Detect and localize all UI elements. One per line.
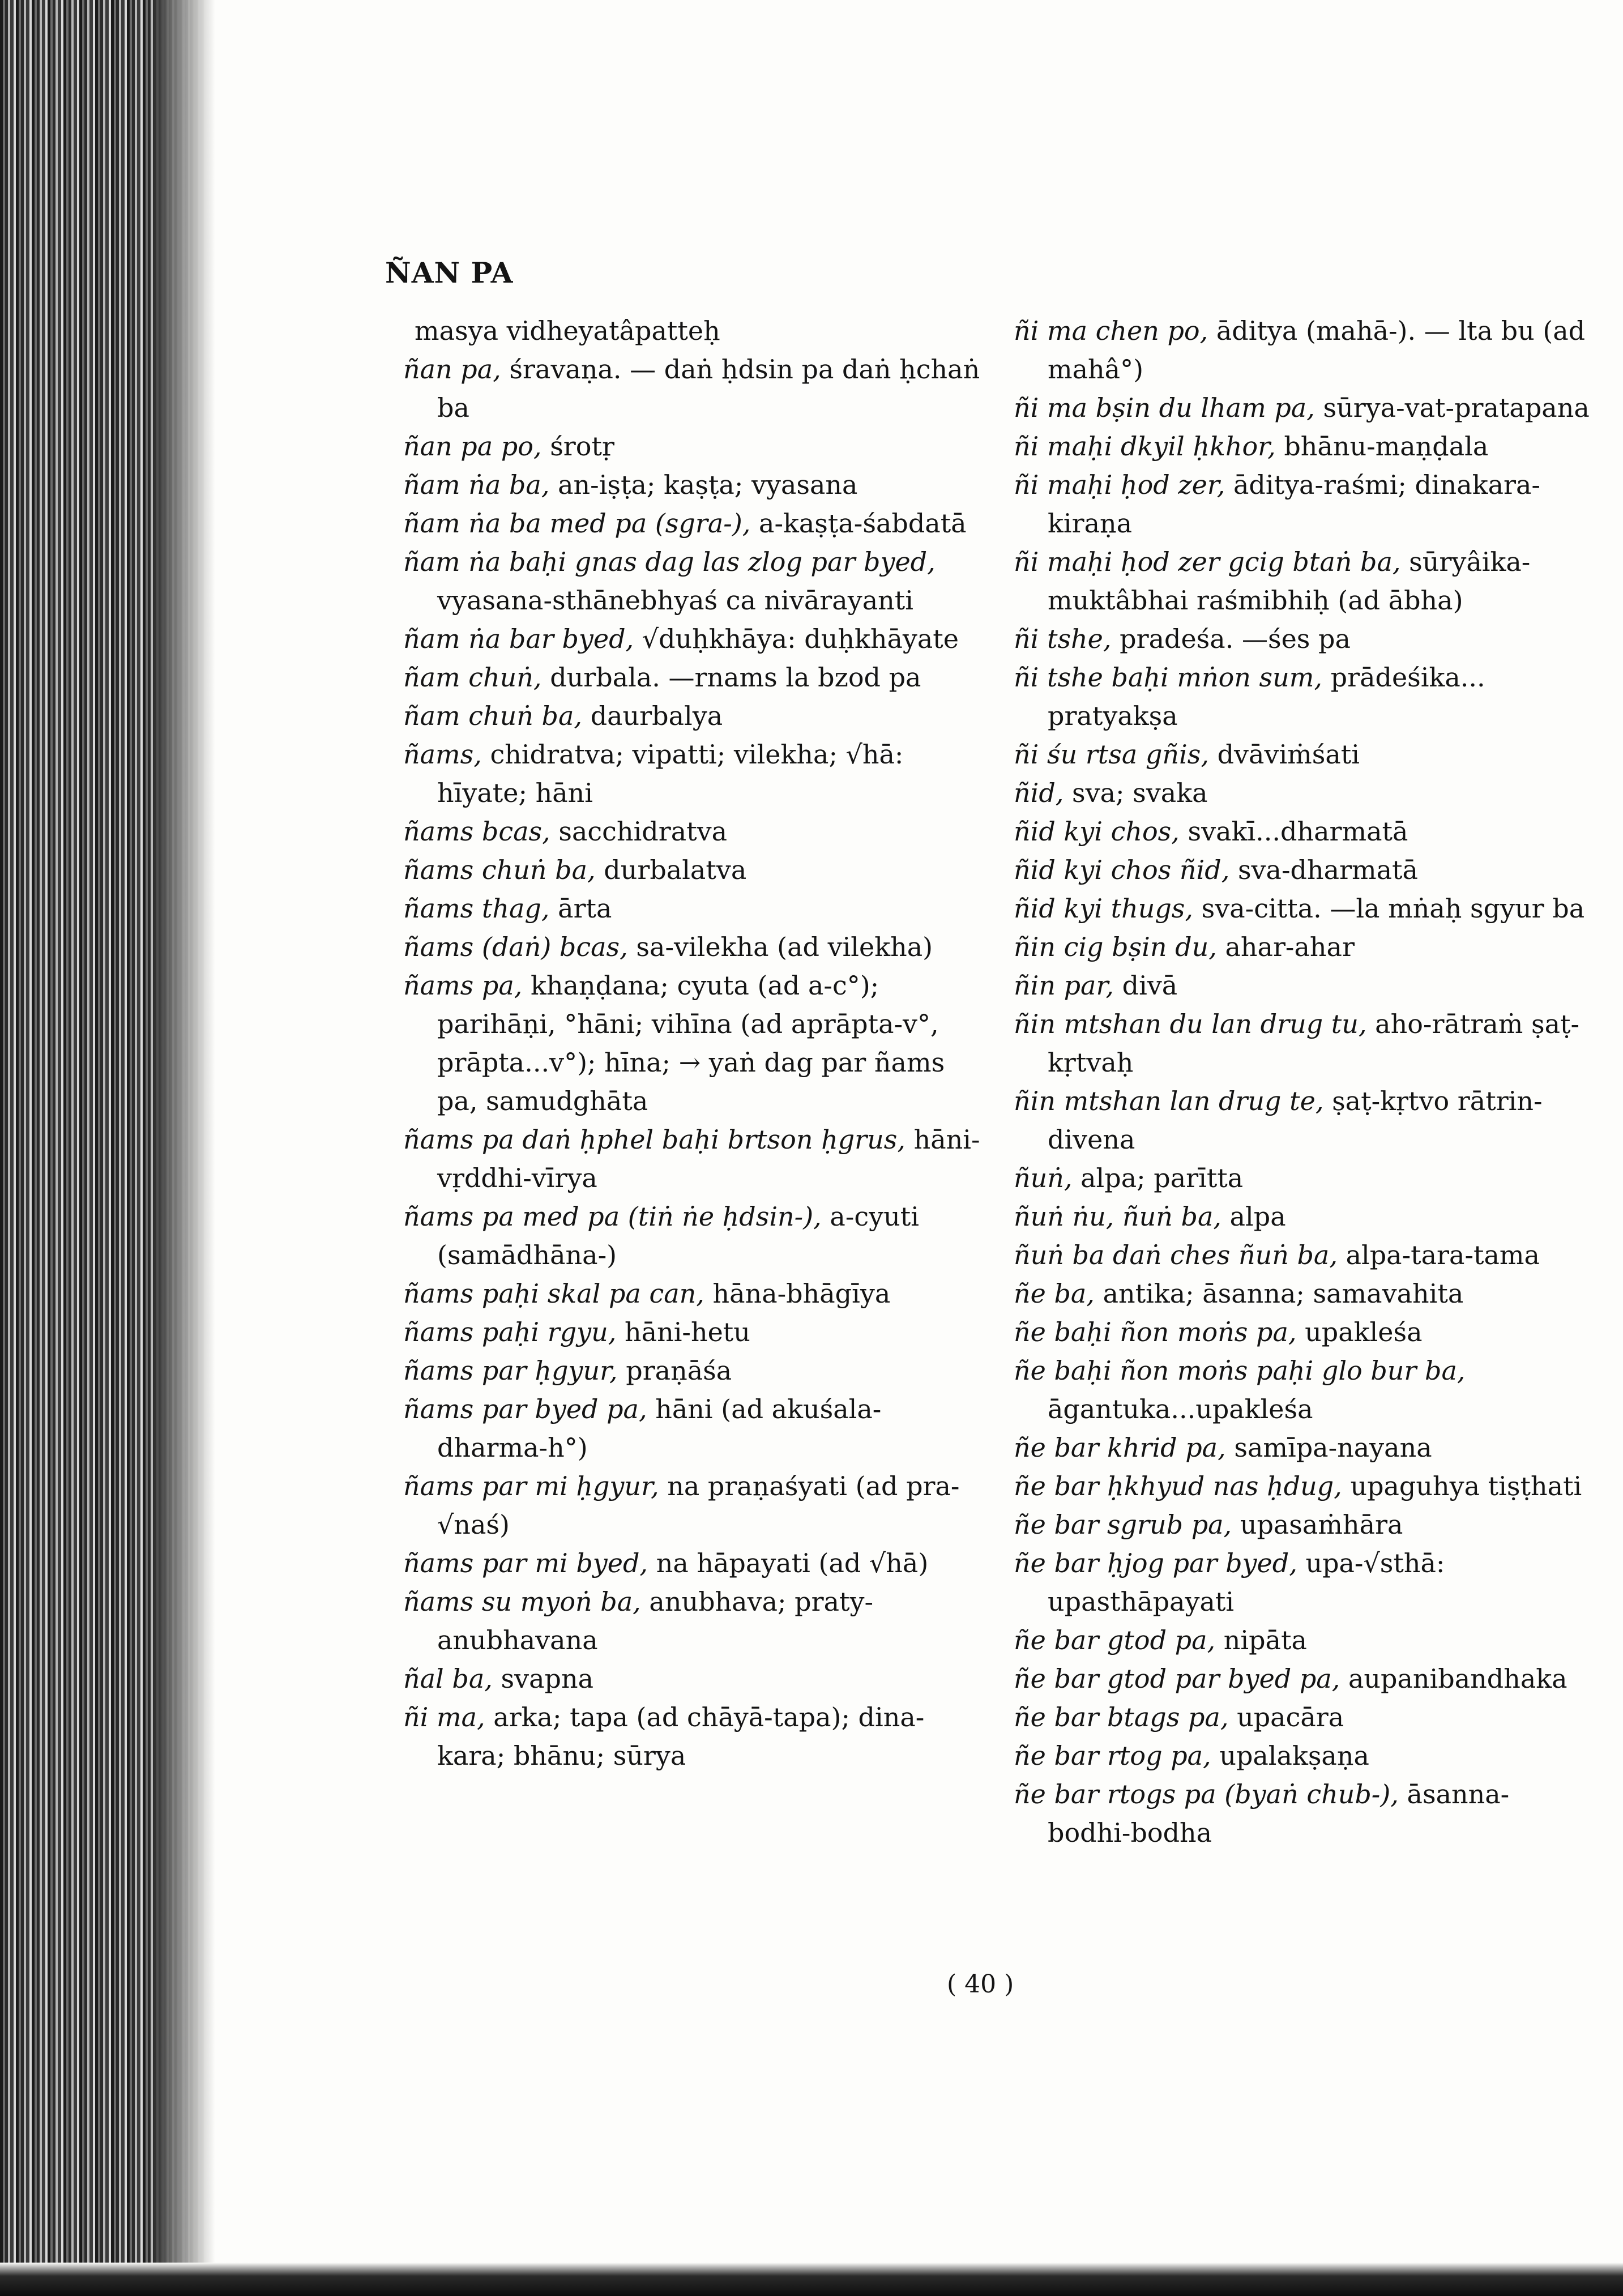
tibetan-headword: ñid, — [1014, 778, 1064, 808]
sanskrit-gloss: sva-citta. —la mṅaḥ sgyur ba — [1201, 893, 1585, 924]
tibetan-headword: ñi maḥi ḥod zer, — [1014, 470, 1225, 500]
tibetan-headword: ñams pa med pa (tiṅ ṅe ḥdsin-), — [403, 1201, 822, 1232]
dictionary-entry — [1014, 1274, 1591, 1313]
tibetan-headword: ñe bar ḥjog par byed, — [1014, 1548, 1297, 1578]
dictionary-entry — [403, 1544, 981, 1582]
dictionary-entry — [1014, 1775, 1591, 1852]
sanskrit-gloss: sūryâika-muktâbhai raśmibhiḥ (ad ābha) — [1048, 547, 1531, 616]
sanskrit-gloss: sacchidratva — [558, 816, 728, 847]
sanskrit-gloss: hāni-vṛddhi-vīrya — [437, 1124, 980, 1193]
bottom-edge-shadow — [0, 2263, 1623, 2296]
sanskrit-gloss: √duḥkhāya: duḥkhāyate — [642, 624, 959, 654]
dictionary-entry — [1014, 735, 1591, 774]
tibetan-headword: ñams, — [403, 739, 482, 770]
dictionary-entry — [1014, 928, 1591, 966]
sanskrit-gloss: chidratva; vipatti; vilekha; √hā: hīyate; hāni — [437, 739, 904, 808]
dictionary-entry — [403, 889, 981, 928]
sanskrit-gloss: upa-√sthā: upasthāpayati — [1048, 1548, 1445, 1617]
tibetan-headword: ñe bar rtogs pa (byaṅ chub-), — [1014, 1779, 1399, 1810]
sanskrit-gloss: svapna — [501, 1663, 594, 1694]
tibetan-headword: ñe bar khrid pa, — [1014, 1432, 1226, 1463]
dictionary-entry — [1014, 1505, 1591, 1544]
tibetan-headword: ñe bar gtod par byed pa, — [1014, 1663, 1340, 1694]
sanskrit-gloss: alpa; parītta — [1080, 1163, 1244, 1193]
dictionary-entry — [403, 1582, 981, 1659]
sanskrit-gloss: divā — [1122, 970, 1178, 1001]
tibetan-headword: ñams bcas, — [403, 816, 550, 847]
sanskrit-gloss: hāni (ad akuśala-dharma-h°) — [437, 1394, 882, 1463]
sanskrit-gloss: sa-vilekha (ad vilekha) — [636, 932, 933, 962]
tibetan-headword: ñi ma chen po, — [1014, 315, 1208, 346]
dictionary-entry — [403, 966, 981, 1120]
sanskrit-gloss: praṇāśa — [626, 1355, 732, 1386]
tibetan-headword: ñin mtshan du lan drug tu, — [1014, 1009, 1367, 1039]
tibetan-headword: ñid kyi thugs, — [1014, 893, 1194, 924]
sanskrit-gloss: upacāra — [1237, 1702, 1344, 1732]
tibetan-headword: ñuṅ ba daṅ ches ñuṅ ba, — [1014, 1240, 1338, 1270]
dictionary-entry — [403, 1390, 981, 1467]
dictionary-entry — [403, 1313, 981, 1351]
dictionary-entry — [1014, 1197, 1591, 1236]
tibetan-headword: ñams su myoṅ ba, — [403, 1586, 641, 1617]
sanskrit-gloss: sūrya-vat-pratapana — [1323, 392, 1590, 423]
dictionary-entry — [1014, 543, 1591, 620]
tibetan-headword: ñam ṅa ba, — [403, 470, 550, 500]
tibetan-headword: ñams chuṅ ba, — [403, 855, 596, 885]
tibetan-headword: ñe ba, — [1014, 1278, 1095, 1309]
tibetan-headword: ñe bar btags pa, — [1014, 1702, 1229, 1732]
dictionary-entry — [1014, 1467, 1591, 1505]
dictionary-entry — [1014, 427, 1591, 466]
tibetan-headword: ñin par, — [1014, 970, 1114, 1001]
dictionary-entry — [403, 851, 981, 889]
sanskrit-gloss: dvāviṁśati — [1217, 739, 1360, 770]
sanskrit-gloss: daurbalya — [590, 701, 723, 731]
sanskrit-gloss: āsanna-bodhi-bodha — [1048, 1779, 1510, 1848]
dictionary-entry — [403, 658, 981, 697]
dictionary-entry — [403, 1120, 981, 1197]
tibetan-headword: ñid kyi chos, — [1014, 816, 1180, 847]
sanskrit-gloss: ṣaṭ-kṛtvo rātrin-divena — [1048, 1086, 1543, 1155]
tibetan-headword: ñin mtshan lan drug te, — [1014, 1086, 1324, 1116]
sanskrit-gloss: durbala. —rnams la bzod pa — [550, 662, 921, 693]
sanskrit-gloss: ahar-ahar — [1225, 932, 1355, 962]
tibetan-headword: ñid kyi chos ñid, — [1014, 855, 1230, 885]
dictionary-entry — [1014, 1698, 1591, 1736]
dictionary-entry — [1014, 1159, 1591, 1197]
dictionary-entry — [1014, 620, 1591, 658]
tibetan-headword: ñe bar rtog pa, — [1014, 1740, 1211, 1771]
sanskrit-gloss: hāni-hetu — [625, 1317, 750, 1347]
sanskrit-gloss: upakleśa — [1305, 1317, 1423, 1347]
left-column — [403, 311, 981, 1775]
dictionary-entry — [1014, 1659, 1591, 1698]
dictionary-entry — [1014, 1621, 1591, 1659]
tibetan-headword: ñam ṅa bar byed, — [403, 624, 634, 654]
dictionary-entry — [403, 427, 981, 466]
dictionary-entry — [1014, 1544, 1591, 1621]
dictionary-entry — [403, 311, 981, 350]
tibetan-headword: ñi maḥi dkyil ḥkhor, — [1014, 431, 1276, 462]
sanskrit-gloss: pradeśa. —śes pa — [1120, 624, 1351, 654]
sanskrit-gloss: nipāta — [1223, 1625, 1307, 1655]
sanskrit-gloss: upalakṣaṇa — [1219, 1740, 1369, 1771]
dictionary-entry — [403, 1467, 981, 1544]
tibetan-headword: ñuṅ ṅu, ñuṅ ba, — [1014, 1201, 1221, 1232]
sanskrit-gloss: masya vidheyatâpatteḥ — [415, 315, 720, 346]
sanskrit-gloss: alpa — [1229, 1201, 1286, 1232]
tibetan-headword: ñi ma bṣin du lham pa, — [1014, 392, 1315, 423]
tibetan-headword: ñams pa, — [403, 970, 523, 1001]
running-head: ÑAN PA — [385, 256, 514, 289]
dictionary-entry — [1014, 851, 1591, 889]
sanskrit-gloss: aupanibandhaka — [1348, 1663, 1568, 1694]
sanskrit-gloss: upaguhya tiṣṭhati — [1350, 1471, 1582, 1501]
dictionary-entry — [1014, 1236, 1591, 1274]
sanskrit-gloss: āditya-raśmi; dinakara-kiraṇa — [1048, 470, 1540, 539]
dictionary-entry — [403, 735, 981, 812]
tibetan-headword: ñam chuṅ ba, — [403, 701, 583, 731]
dictionary-entry — [1014, 658, 1591, 735]
sanskrit-gloss: vyasana-sthānebhyaś ca nivārayanti — [437, 585, 913, 616]
tibetan-headword: ñam ṅa ba med pa (sgra-), — [403, 508, 751, 539]
sanskrit-gloss: śravaṇa. — daṅ ḥdsin pa daṅ ḥchaṅ ba — [437, 354, 980, 423]
sanskrit-gloss: bhānu-maṇḍala — [1284, 431, 1489, 462]
sanskrit-gloss: āgantuka...upakleśa — [1048, 1394, 1313, 1424]
tibetan-headword: ñams thag, — [403, 893, 550, 924]
tibetan-headword: ñams paḥi rgyu, — [403, 1317, 617, 1347]
tibetan-headword: ñuṅ, — [1014, 1163, 1073, 1193]
sanskrit-gloss: na praṇaśyati (ad pra-√naś) — [437, 1471, 960, 1540]
sanskrit-gloss: anubhava; praty-anubhavana — [437, 1586, 874, 1655]
sanskrit-gloss: durbalatva — [604, 855, 747, 885]
dictionary-entry — [403, 928, 981, 966]
sanskrit-gloss: antika; āsanna; samavahita — [1103, 1278, 1464, 1309]
dictionary-entry — [403, 466, 981, 504]
dictionary-entry — [1014, 466, 1591, 543]
sanskrit-gloss: svakī...dharmatā — [1188, 816, 1408, 847]
tibetan-headword: ñams par mi byed, — [403, 1548, 648, 1578]
tibetan-headword: ñe baḥi ñon moṅs paḥi glo bur ba, — [1014, 1355, 1466, 1386]
dictionary-entry — [403, 1659, 981, 1698]
tibetan-headword: ñan pa po, — [403, 431, 542, 462]
tibetan-headword: ñi tshe, — [1014, 624, 1112, 654]
dictionary-entry — [1014, 812, 1591, 851]
dictionary-entry — [1014, 1351, 1591, 1428]
dictionary-entry — [1014, 966, 1591, 1005]
tibetan-headword: ñi ma, — [403, 1702, 485, 1732]
tibetan-headword: ñams par ḥgyur, — [403, 1355, 618, 1386]
tibetan-headword: ñams paḥi skal pa can, — [403, 1278, 704, 1309]
tibetan-headword: ñe bar sgrub pa, — [1014, 1509, 1232, 1540]
sanskrit-gloss: sva; svaka — [1072, 778, 1208, 808]
dictionary-entry — [1014, 1082, 1591, 1159]
sanskrit-gloss: aho-rātraṁ ṣaṭ-kṛtvaḥ — [1048, 1009, 1580, 1078]
tibetan-headword: ñi śu rtsa gñis, — [1014, 739, 1209, 770]
sanskrit-gloss: a-kaṣṭa-śabdatā — [759, 508, 967, 539]
tibetan-headword: ñin cig bṣin du, — [1014, 932, 1217, 962]
dictionary-entry — [403, 1698, 981, 1775]
dictionary-entry — [403, 1274, 981, 1313]
dictionary-entry — [1014, 311, 1591, 389]
dictionary-entry — [403, 1351, 981, 1390]
tibetan-headword: ñam ṅa baḥi gnas dag las zlog par byed, — [403, 547, 936, 577]
tibetan-headword: ñe bar ḥkhyud nas ḥdug, — [1014, 1471, 1342, 1501]
dictionary-entry — [1014, 1736, 1591, 1775]
dictionary-entry — [403, 1197, 981, 1274]
tibetan-headword: ñe bar gtod pa, — [1014, 1625, 1216, 1655]
sanskrit-gloss: śrotṛ — [550, 431, 614, 462]
dictionary-entry — [1014, 389, 1591, 427]
tibetan-headword: ñe baḥi ñon moṅs pa, — [1014, 1317, 1297, 1347]
dictionary-entry — [1014, 1005, 1591, 1082]
dictionary-entry — [1014, 889, 1591, 928]
dictionary-entry — [1014, 774, 1591, 812]
dictionary-entry — [403, 350, 981, 427]
sanskrit-gloss: sva-dharmatā — [1237, 855, 1418, 885]
dictionary-entry — [403, 812, 981, 851]
tibetan-headword: ñi tshe baḥi mṅon sum, — [1014, 662, 1323, 693]
sanskrit-gloss: āditya (mahā-). — lta bu (ad mahâ°) — [1048, 315, 1586, 385]
tibetan-headword: ñal ba, — [403, 1663, 493, 1694]
tibetan-headword: ñams (daṅ) bcas, — [403, 932, 628, 962]
dictionary-entry — [403, 504, 981, 543]
dictionary-entry — [403, 697, 981, 735]
sanskrit-gloss: ārta — [558, 893, 612, 924]
sanskrit-gloss: prādeśika... pratyakṣa — [1048, 662, 1485, 731]
tibetan-headword: ñi maḥi ḥod zer gcig btaṅ ba, — [1014, 547, 1401, 577]
sanskrit-gloss: upasaṁhāra — [1240, 1509, 1403, 1540]
dictionary-entry — [1014, 1313, 1591, 1351]
dictionary-entry — [1014, 1428, 1591, 1467]
dictionary-entry — [403, 620, 981, 658]
sanskrit-gloss: alpa-tara-tama — [1346, 1240, 1540, 1270]
sanskrit-gloss: hāna-bhāgīya — [712, 1278, 891, 1309]
sanskrit-gloss: khaṇḍana; cyuta (ad a-c°); parihāṇi, °hāni; vihīna (ad aprāpta-v°, prāpta...v°); hīna; → yaṅ dag par ñams pa, samudghāta — [437, 970, 945, 1116]
sanskrit-gloss: arka; tapa (ad chāyā-tapa); dina-kara; bhānu; sūrya — [437, 1702, 925, 1771]
page-number: ( 40 ) — [947, 1970, 1014, 1999]
sanskrit-gloss: na hāpayati (ad √hā) — [656, 1548, 929, 1578]
dictionary-entry — [403, 543, 981, 620]
sanskrit-gloss: samīpa-nayana — [1234, 1432, 1432, 1463]
tibetan-headword: ñan pa, — [403, 354, 501, 385]
tibetan-headword: ñams pa daṅ ḥphel baḥi brtson ḥgrus, — [403, 1124, 906, 1155]
tibetan-headword: ñams par mi ḥgyur, — [403, 1471, 659, 1501]
sanskrit-gloss: an-iṣṭa; kaṣṭa; vyasana — [558, 470, 858, 500]
sanskrit-gloss: a-cyuti (samādhāna-) — [437, 1201, 919, 1270]
gutter-shadow — [153, 0, 215, 2296]
tibetan-headword: ñams par byed pa, — [403, 1394, 647, 1424]
right-column — [1014, 311, 1591, 1852]
tibetan-headword: ñam chuṅ, — [403, 662, 542, 693]
